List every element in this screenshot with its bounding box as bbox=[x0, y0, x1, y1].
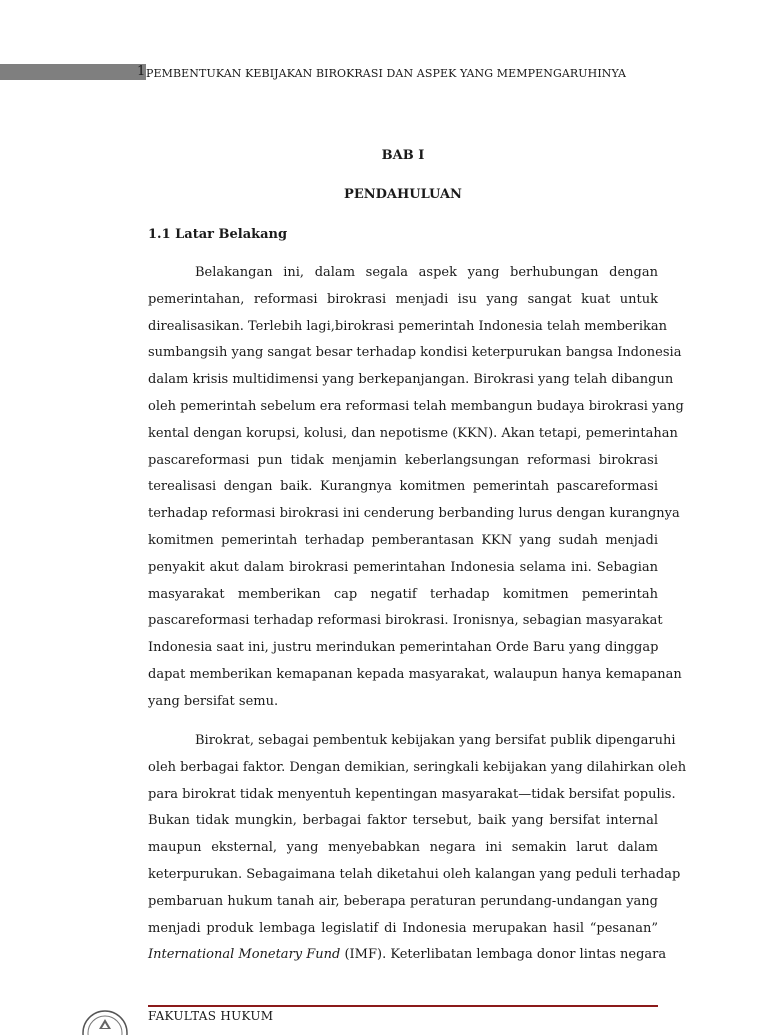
paragraph-line: sumbangsih yang sangat besar terhadap kondisi keterpurukan bangsa Indonesia bbox=[148, 345, 682, 361]
paragraph-line: dapat memberikan kemapanan kepada masyarakat, walaupun hanya kemapanan bbox=[148, 666, 682, 682]
paragraph-line: dalam krisis multidimensi yang berkepanjangan. Birokrasi yang telah dibangun bbox=[148, 372, 674, 388]
paragraph-line-rest: (IMF). Keterlibatan lembaga donor lintas negara bbox=[340, 947, 667, 963]
paragraph-line: terealisasi dengan baik. Kurangnya komitmen pemerintah pascareformasi bbox=[148, 479, 658, 495]
paragraph-line: menjadi produk lembaga legislatif di Indonesia merupakan hasil “pesanan” bbox=[148, 920, 658, 936]
paragraph-line: oleh berbagai faktor. Dengan demikian, seringkali kebijakan yang dilahirkan oleh bbox=[148, 759, 687, 775]
paragraph-line: Birokrat, sebagai pembentuk kebijakan yang bersifat publik dipengaruhi bbox=[195, 733, 676, 748]
section-heading: 1.1 Latar Belakang bbox=[148, 227, 288, 242]
paragraph-line: keterpurukan. Sebagaimana telah diketahui oleh kalangan yang peduli terhadap bbox=[148, 866, 681, 882]
paragraph-line: direalisasikan. Terlebih lagi,birokrasi pemerintah Indonesia telah memberikan bbox=[148, 318, 667, 334]
paragraph-line: terhadap reformasi birokrasi ini cenderung berbanding lurus dengan kurangnya bbox=[148, 506, 680, 522]
university-emblem-icon bbox=[80, 1005, 130, 1035]
paragraph-line: Indonesia saat ini, justru merindukan pemerintahan Orde Baru yang dinggap bbox=[148, 640, 659, 656]
paragraph-line: pembaruan hukum tanah air, beberapa peraturan perundang-undangan yang bbox=[148, 893, 658, 909]
footer-rule bbox=[148, 1005, 658, 1007]
paragraph-line: kental dengan korupsi, kolusi, dan nepotisme (KKN). Akan tetapi, pemerintahan bbox=[148, 425, 678, 441]
paragraph-line: komitmen pemerintah terhadap pemberantasan KKN yang sudah menjadi bbox=[148, 532, 658, 548]
footer-text: FAKULTAS HUKUM bbox=[148, 1009, 274, 1023]
paragraph-line: penyakit akut dalam birokrasi pemerintahan Indonesia selama ini. Sebagian bbox=[148, 559, 658, 575]
chapter-label: BAB I bbox=[381, 148, 425, 163]
running-header: PEMBENTUKAN KEBIJAKAN BIROKRASI DAN ASPEK YANG MEMPENGARUHINYA bbox=[146, 67, 627, 80]
paragraph-line: Belakangan ini, dalam segala aspek yang berhubungan dengan bbox=[195, 265, 658, 280]
paragraph-line: Bukan tidak mungkin, berbagai faktor tersebut, baik yang bersifat internal bbox=[148, 813, 658, 829]
header-bar bbox=[0, 64, 146, 80]
paragraph-2 bbox=[148, 728, 687, 969]
italic-term: International Monetary Fund bbox=[148, 947, 341, 963]
paragraph-line: para birokrat tidak menyentuh kepentingan masyarakat—tidak bersifat populis. bbox=[148, 786, 676, 802]
paragraph-line: yang bersifat semu. bbox=[148, 693, 279, 709]
paragraph-line: pemerintahan, reformasi birokrasi menjadi isu yang sangat kuat untuk bbox=[148, 291, 658, 307]
paragraph-line: masyarakat memberikan cap negatif terhadap komitmen pemerintah bbox=[148, 586, 658, 602]
paragraph-line-mixed bbox=[148, 942, 667, 969]
paragraph-line: pascareformasi pun tidak menjamin keberlangsungan reformasi birokrasi bbox=[148, 452, 658, 468]
page-number: 1 bbox=[137, 64, 146, 79]
paragraph-line: oleh pemerintah sebelum era reformasi telah membangun budaya birokrasi yang bbox=[148, 398, 684, 414]
paragraph-line: maupun eksternal, yang menyebabkan negara ini semakin larut dalam bbox=[148, 840, 658, 856]
paragraph-1 bbox=[148, 260, 684, 716]
chapter-title: PENDAHULUAN bbox=[344, 187, 462, 202]
paragraph-line: pascareformasi terhadap reformasi birokrasi. Ironisnya, sebagian masyarakat bbox=[148, 613, 663, 629]
